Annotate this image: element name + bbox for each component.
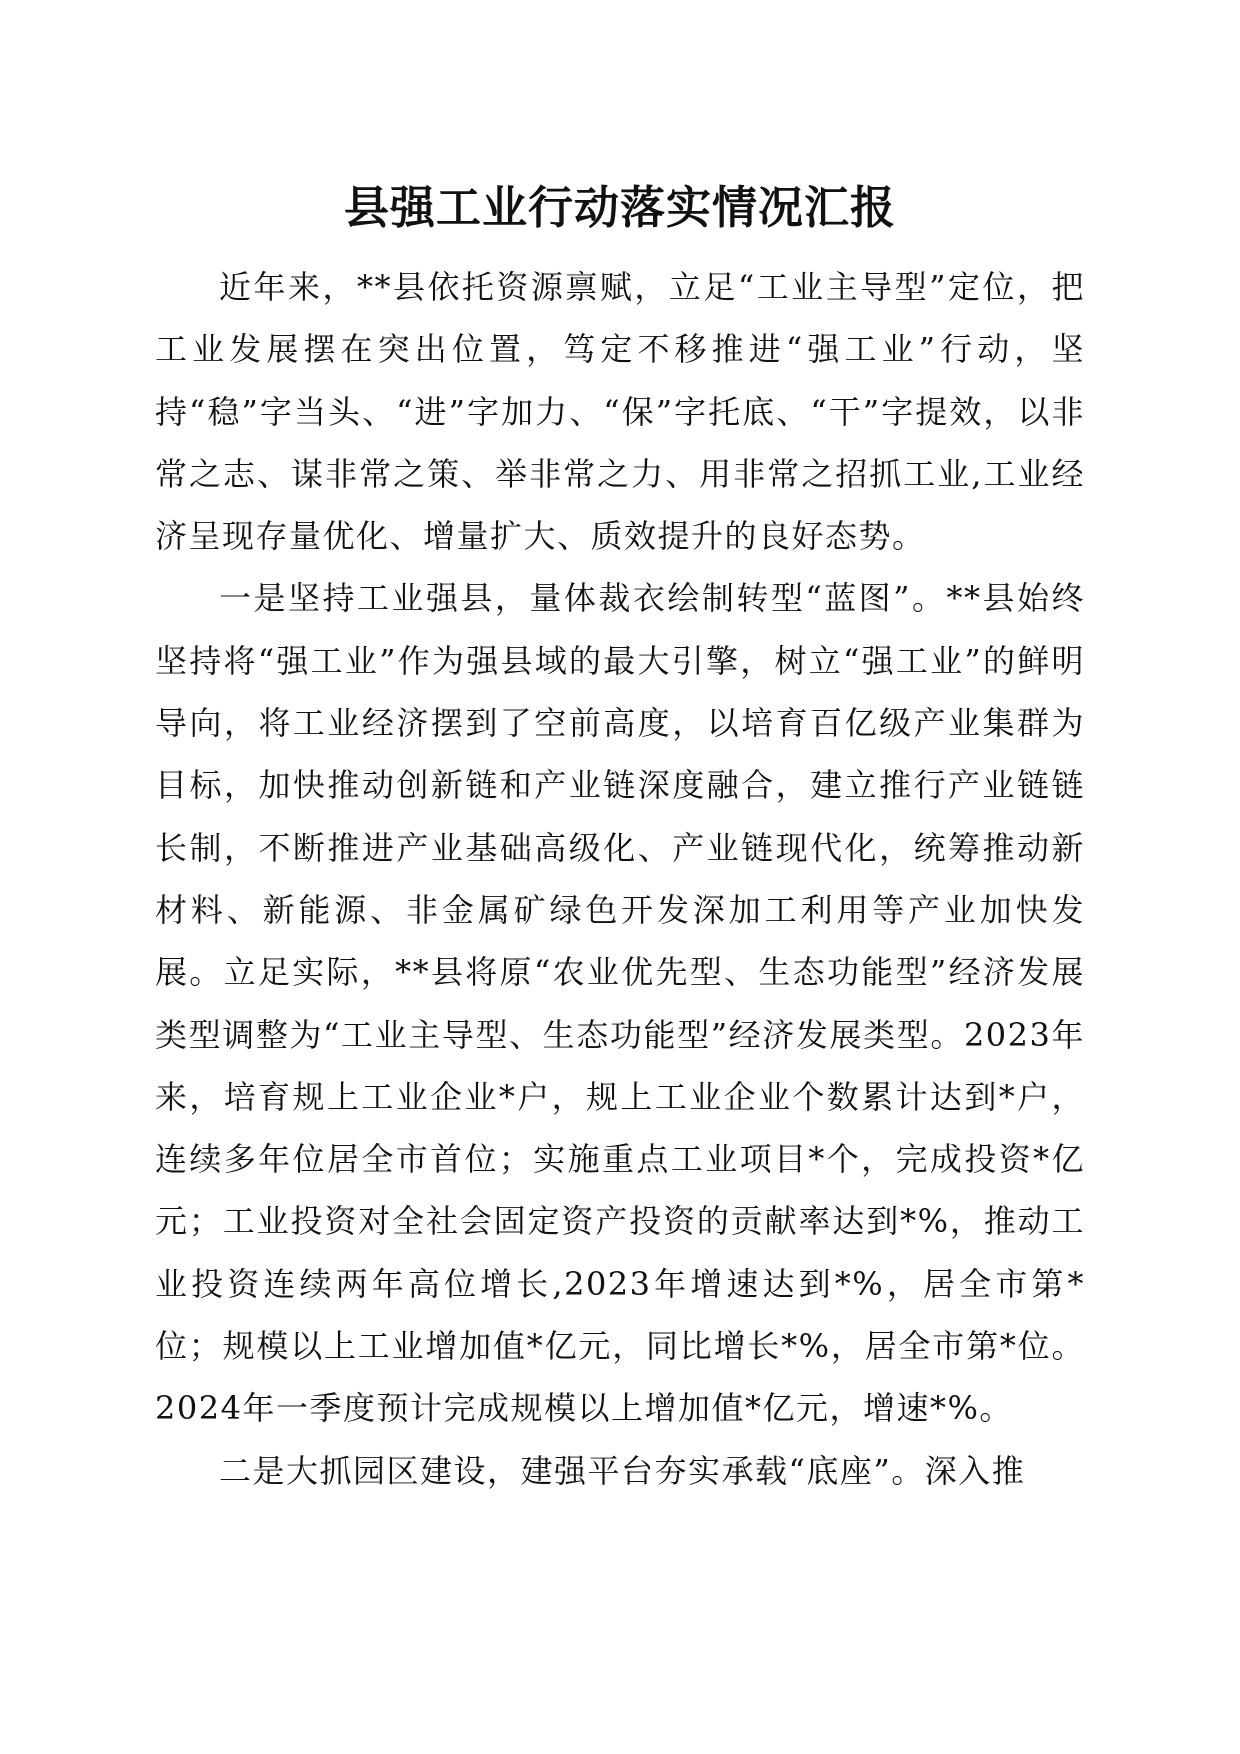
paragraph-intro: 近年来，**县依托资源禀赋，立足“工业主导型”定位，把工业发展摆在突出位置，笃定不移推进“强工业”行动，坚持“稳”字当头、“进”字加力、“保”字托底、“干”字提效，以非常之志、谋非常之策、举非常之力、用非常之招抓工业,工业经济呈现存量优化、增量扩大、质效提升的良好态势。 — [155, 268, 1085, 556]
document-body — [155, 256, 1085, 1502]
document-title: 县强工业行动落实情况汇报 — [343, 181, 896, 234]
paragraph-point-two: 二是大抓园区建设，建强平台夯实承载“底座”。深入推 — [219, 1451, 1026, 1490]
paragraph-point-one: 一是坚持工业强县，量体裁衣绘制转型“蓝图”。**县始终坚持将“强工业”作为强县域的最大引擎，树立“强工业”的鲜明导向，将工业经济摆到了空前高度，以培育百亿级产业集群为目标，加快推动创新链和产业链深度融合，建立推行产业链链长制，不断推进产业基础高级化、产业链现代化，统筹推动新材料、新能源、非金属矿绿色开发深加工利用等产业加快发展。立足实际，**县将原“农业优先型、生态功能型”经济发展类型调整为“工业主导型、生态功能型”经济发展类型。2023年来，培育规上工业企业*户，规上工业企业个数累计达到*户，连续多年位居全市首位；实施重点工业项目*个，完成投资*亿元；工业投资对全社会固定资产投资的贡献率达到*%，推动工业投资连续两年高位增长,2023年增速达到*%，居全市第*位；规模以上工业增加值*亿元，同比增长*%，居全市第*位。2024年一季度预计完成规模以上增加值*亿元，增速*%。 — [155, 579, 1085, 1428]
